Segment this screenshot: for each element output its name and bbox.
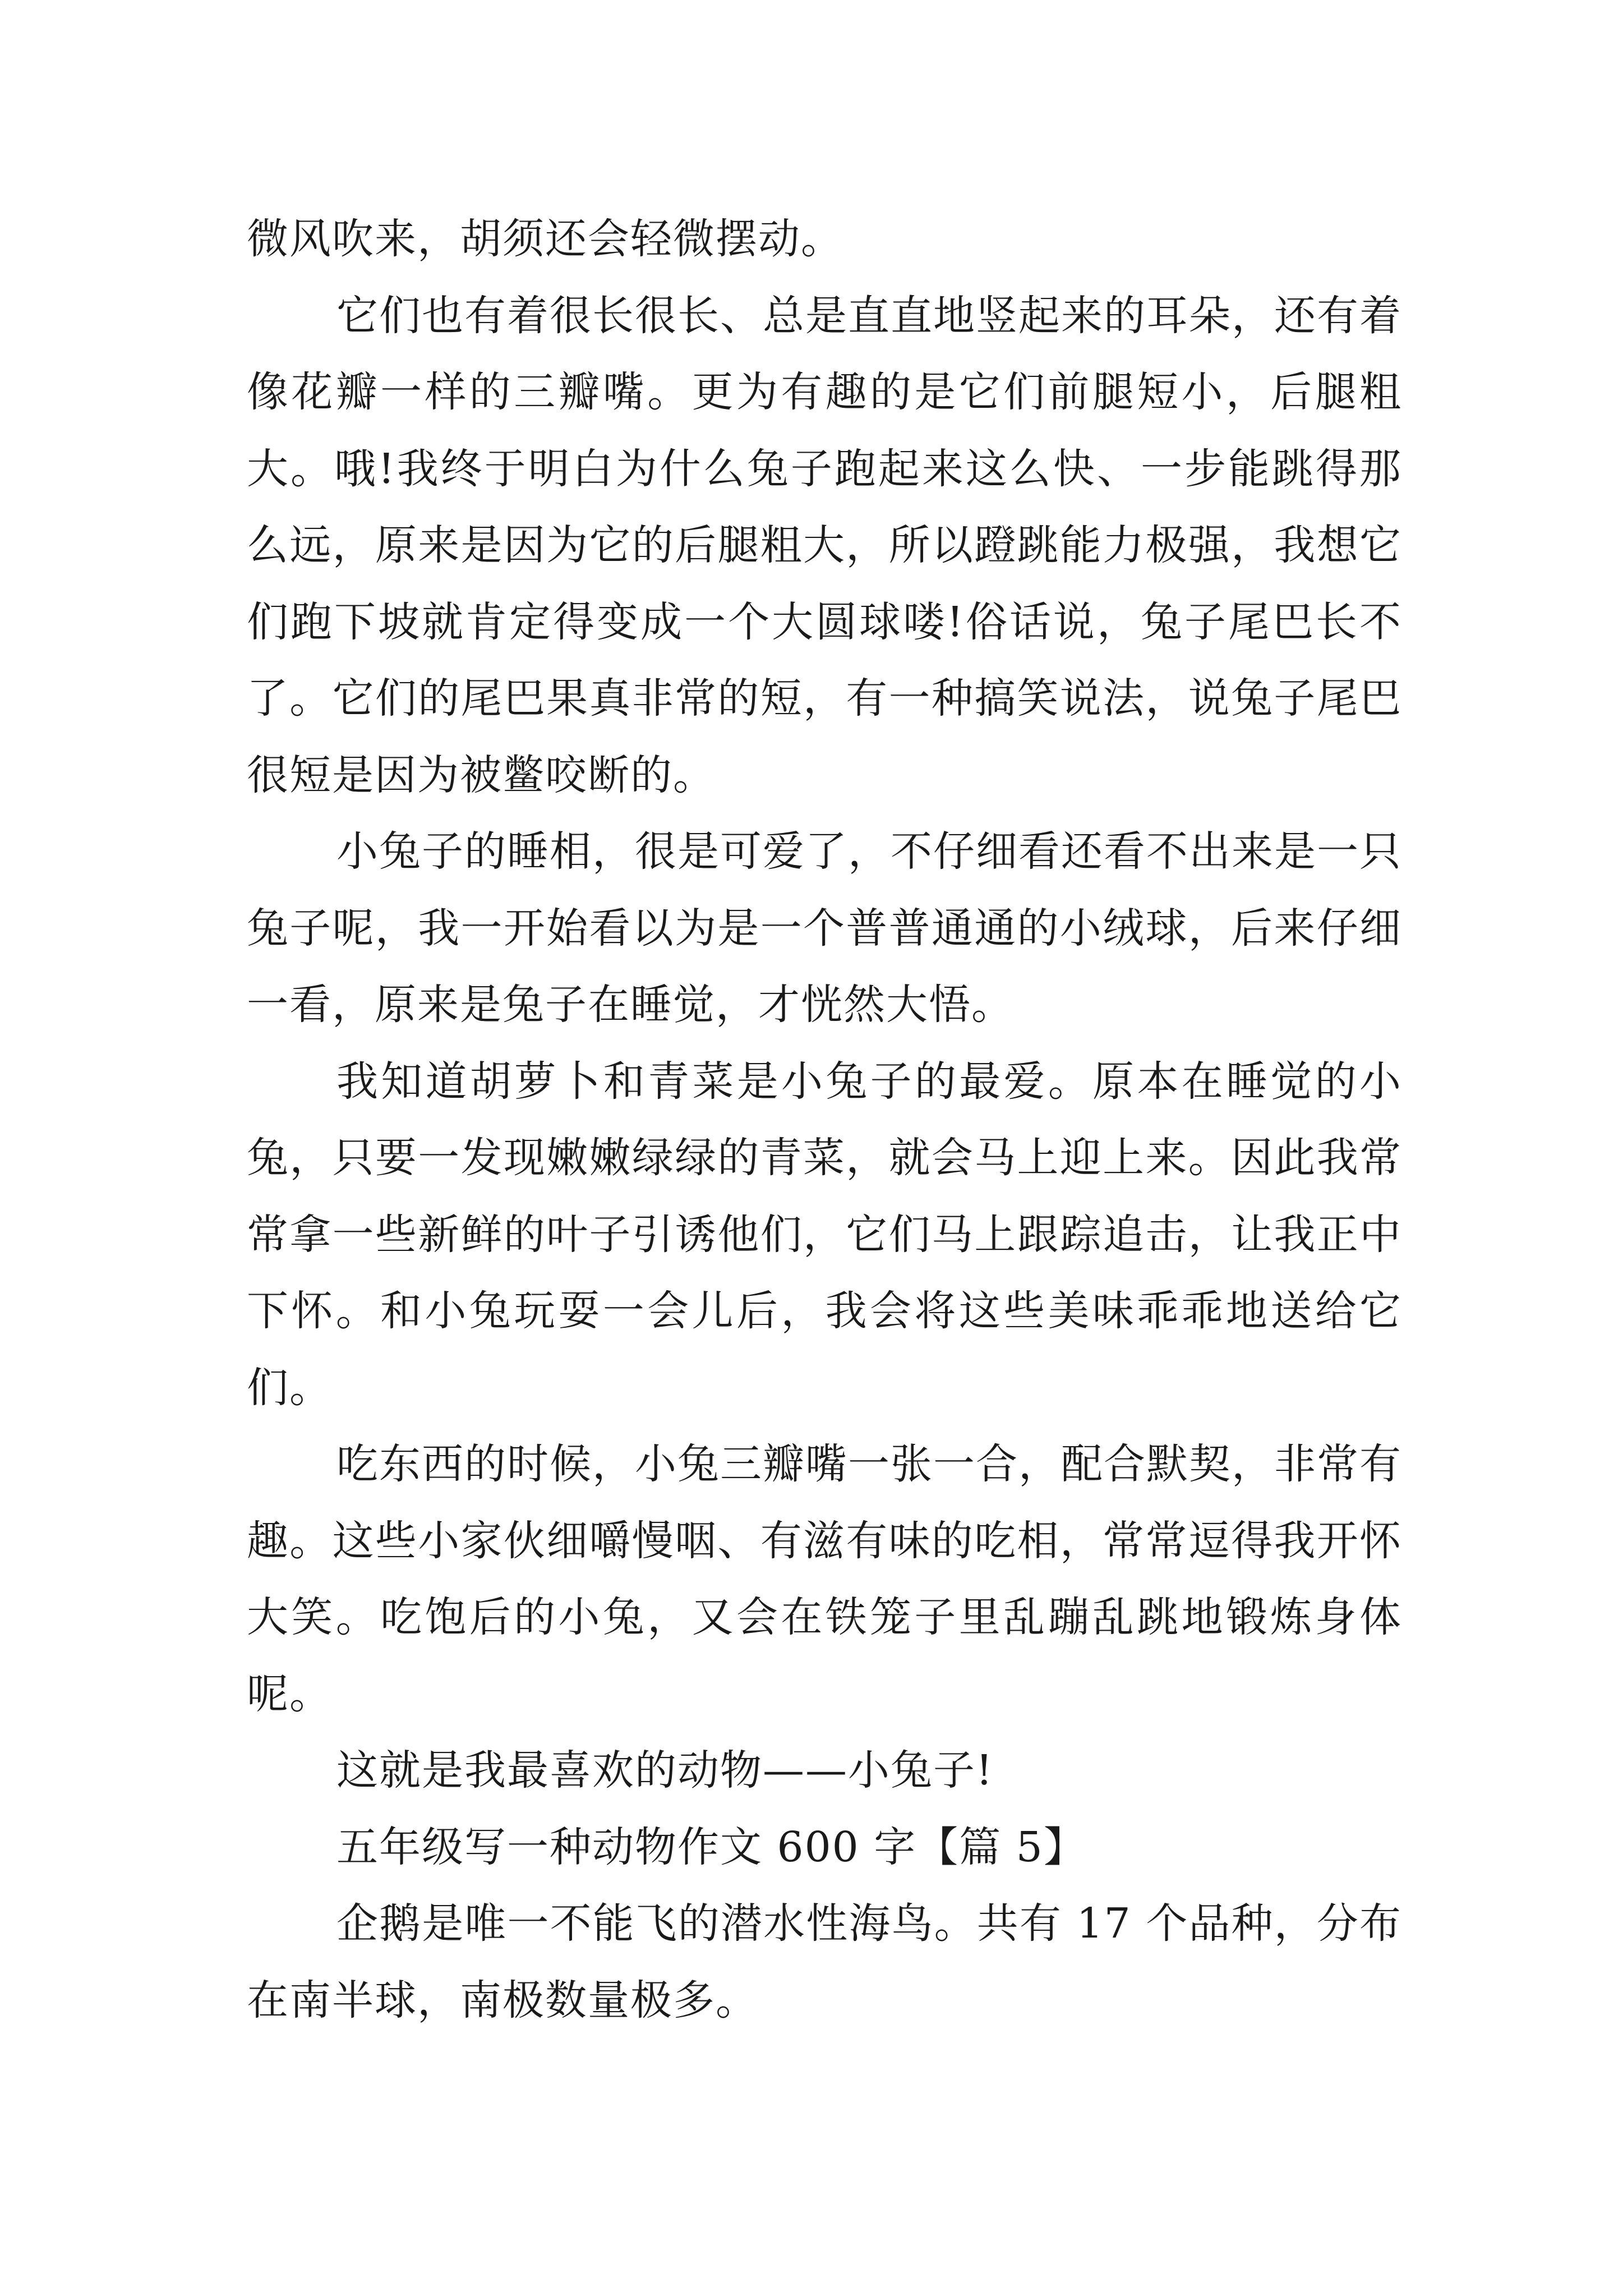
paragraph-continuation: 微风吹来，胡须还会轻微摆动。 xyxy=(247,215,843,263)
paragraph-penguin: 企鹅是唯一不能飞的潜水性海鸟。共有 17 个品种，分布在南半球，南极数量极多。 xyxy=(247,1899,1402,2024)
paragraph-ears-and-legs: 它们也有着很长很长、总是直直地竖起来的耳朵，还有着像花瓣一样的三瓣嘴。更为有趣的是它们前腿短小，后腿粗大。哦!我终于明白为什么兔子跑起来这么快、一步能跳得那么远，原来是因为它的后腿粗大，所以蹬跳能力极强，我想它们跑下坡就肯定得变成一个大圆球喽!俗话说，兔子尾巴长不了。它们的尾巴果真非常的短，有一种搞笑说法，说兔子尾巴很短是因为被鳖咬断的。 xyxy=(247,291,1402,799)
paragraph-eating: 吃东西的时候，小兔三瓣嘴一张一合，配合默契，非常有趣。这些小家伙细嚼慢咽、有滋有味的吃相，常常逗得我开怀大笑。吃饱后的小兔，又会在铁笼子里乱蹦乱跳地锻炼身体呢。 xyxy=(247,1440,1402,1718)
section-heading: 五年级写一种动物作文 600 字【篇 5】 xyxy=(336,1823,1086,1871)
paragraph-conclusion: 这就是我最喜欢的动物——小兔子! xyxy=(336,1746,994,1795)
paragraph-sleeping: 小兔子的睡相，很是可爱了，不仔细看还看不出来是一只兔子呢，我一开始看以为是一个普普通通的小绒球，后来仔细一看，原来是兔子在睡觉，才恍然大悟。 xyxy=(247,827,1402,1029)
paragraph-favorite-food: 我知道胡萝卜和青菜是小兔子的最爱。原本在睡觉的小兔，只要一发现嫩嫩绿绿的青菜，就会马上迎上来。因此我常常拿一些新鲜的叶子引诱他们，它们马上跟踪追击，让我正中下怀。和小兔玩耍一会儿后，我会将这些美味乖乖地送给它们。 xyxy=(247,1057,1402,1412)
document-body xyxy=(247,201,1402,2039)
